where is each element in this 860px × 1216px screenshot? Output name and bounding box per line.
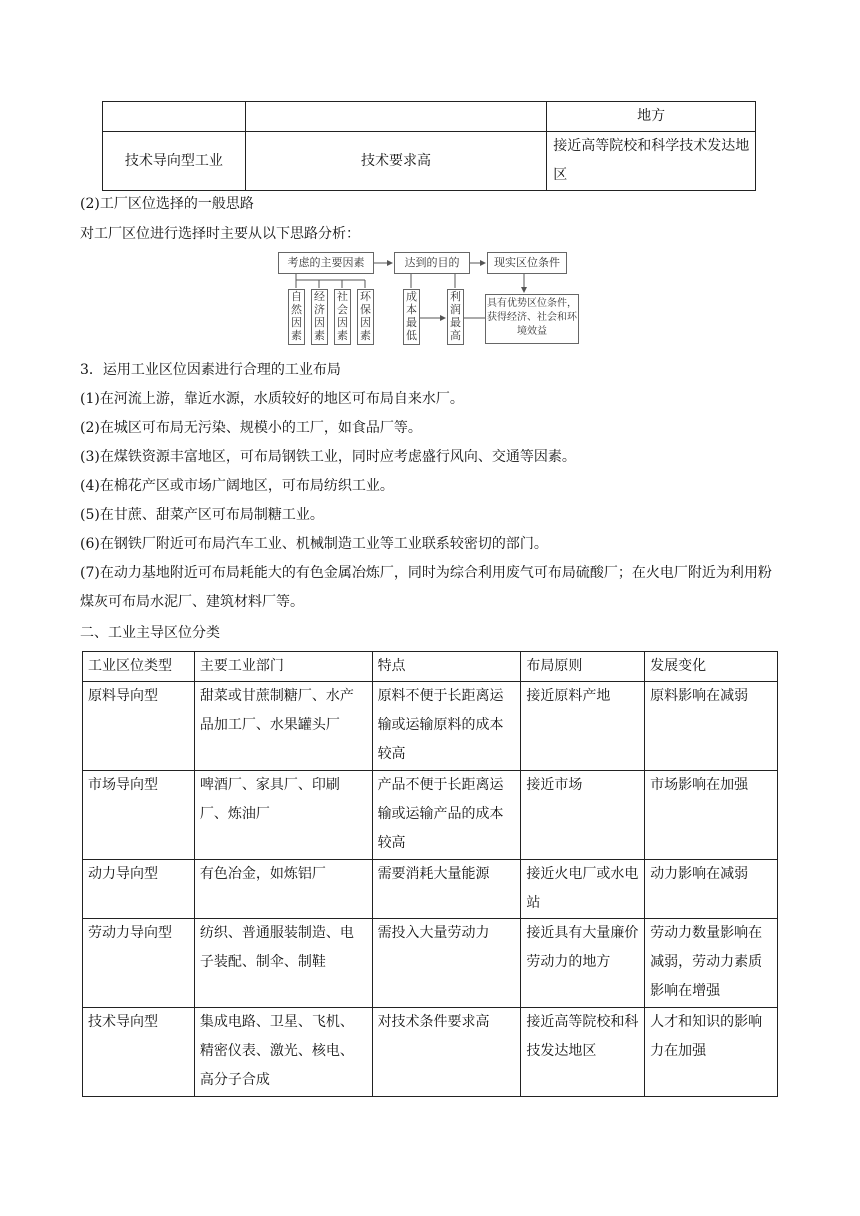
table-cell: 甜菜或甘蔗制糖厂、水产品加工厂、水果罐头厂 xyxy=(194,682,372,771)
table-cell: 接近高等院校和科学技术发达地区 xyxy=(547,132,756,191)
table-cell: 接近高等院校和科技发达地区 xyxy=(521,1008,645,1097)
table-row xyxy=(83,771,778,860)
flow-goal-profit: 利润最高 xyxy=(447,289,464,345)
table-cell: 需要消耗大量能源 xyxy=(372,860,521,919)
flow-box-result: 具有优势区位条件，获得经济、社会和环境效益 xyxy=(485,294,579,344)
top-table xyxy=(102,101,756,191)
table-cell: 劳动力导向型 xyxy=(83,919,195,1008)
table-cell: 需投入大量劳动力 xyxy=(372,919,521,1008)
column-header: 发展变化 xyxy=(645,652,778,682)
table-cell: 接近具有大量廉价劳动力的地方 xyxy=(521,919,645,1008)
section2-title: (2)工厂区位选择的一般思路 xyxy=(80,196,254,212)
table-cell: 啤酒厂、家具厂、印刷厂、炼油厂 xyxy=(194,771,372,860)
table-cell: 市场导向型 xyxy=(83,771,195,860)
table-cell: 技术导向型 xyxy=(83,1008,195,1097)
table-cell xyxy=(103,102,246,132)
table-cell: 接近原料产地 xyxy=(521,682,645,771)
section3-title: 3．运用工业区位因素进行合理的工业布局 xyxy=(80,362,341,378)
table-row xyxy=(103,132,756,191)
table-row xyxy=(83,1008,778,1097)
section3-item: (6)在钢铁厂附近可布局汽车工业、机械制造工业等工业联系较密切的部门。 xyxy=(80,536,548,552)
table-cell: 有色冶金，如炼铝厂 xyxy=(194,860,372,919)
table-cell: 市场影响在加强 xyxy=(645,771,778,860)
table-cell xyxy=(245,102,547,132)
section3-item: (2)在城区可布局无污染、规模小的工厂，如食品厂等。 xyxy=(80,420,422,436)
flow-factor-natural: 自然因素 xyxy=(288,289,305,345)
table-cell: 产品不便于长距离运输或运输产品的成本较高 xyxy=(372,771,521,860)
table-cell: 对技术条件要求高 xyxy=(372,1008,521,1097)
table-header-row xyxy=(83,652,778,682)
table-cell: 动力导向型 xyxy=(83,860,195,919)
location-type-table xyxy=(82,651,778,1097)
flow-goal-cost: 成本最低 xyxy=(403,289,420,345)
section2-intro: 对工厂区位进行选择时主要从以下思路分析： xyxy=(80,226,360,242)
table-cell: 纺织、普通服装制造、电子装配、制伞、制鞋 xyxy=(194,919,372,1008)
section3-item: (5)在甘蔗、甜菜产区可布局制糖工业。 xyxy=(80,507,324,523)
flow-box-goal: 达到的目的 xyxy=(394,252,470,274)
table-cell: 接近市场 xyxy=(521,771,645,860)
table-cell: 技术要求高 xyxy=(245,132,547,191)
flow-factor-social: 社会因素 xyxy=(334,289,351,345)
table-cell: 技术导向型工业 xyxy=(103,132,246,191)
column-header: 主要工业部门 xyxy=(194,652,372,682)
flow-box-conditions: 现实区位条件 xyxy=(487,252,567,274)
table-row xyxy=(83,919,778,1008)
section3-item: (1)在河流上游，靠近水源，水质较好的地区可布局自来水厂。 xyxy=(80,391,464,407)
section3-item: (7)在动力基地附近可布局耗能大的有色金属冶炼厂，同时为综合利用废气可布局硫酸厂；在火电厂附近为利用粉煤灰可布局水泥厂、建筑材料厂等。 xyxy=(80,565,772,610)
table-cell: 接近火电厂或水电站 xyxy=(521,860,645,919)
part2-title: 二、工业主导区位分类 xyxy=(80,625,220,641)
flow-box-factors: 考虑的主要因素 xyxy=(278,252,374,274)
table-row xyxy=(103,102,756,132)
table-cell: 原料影响在减弱 xyxy=(645,682,778,771)
flow-factor-environment: 环保因素 xyxy=(357,289,374,345)
section3-item: (4)在棉花产区或市场广阔地区，可布局纺织工业。 xyxy=(80,478,394,494)
column-header: 特点 xyxy=(372,652,521,682)
table-cell: 原料导向型 xyxy=(83,682,195,771)
column-header: 布局原则 xyxy=(521,652,645,682)
location-flowchart xyxy=(278,252,590,348)
table-cell: 人才和知识的影响力在加强 xyxy=(645,1008,778,1097)
table-row xyxy=(83,860,778,919)
column-header: 工业区位类型 xyxy=(83,652,195,682)
table-cell: 集成电路、卫星、飞机、精密仪表、激光、核电、高分子合成 xyxy=(194,1008,372,1097)
table-row xyxy=(83,682,778,771)
table-cell: 原料不便于长距离运输或运输原料的成本较高 xyxy=(372,682,521,771)
table-cell: 劳动力数量影响在减弱，劳动力素质影响在增强 xyxy=(645,919,778,1008)
flow-factor-economic: 经济因素 xyxy=(311,289,328,345)
table-cell: 动力影响在减弱 xyxy=(645,860,778,919)
table-cell: 地方 xyxy=(547,102,756,132)
section3-item: (3)在煤铁资源丰富地区，可布局钢铁工业，同时应考虑盛行风向、交通等因素。 xyxy=(80,449,576,465)
